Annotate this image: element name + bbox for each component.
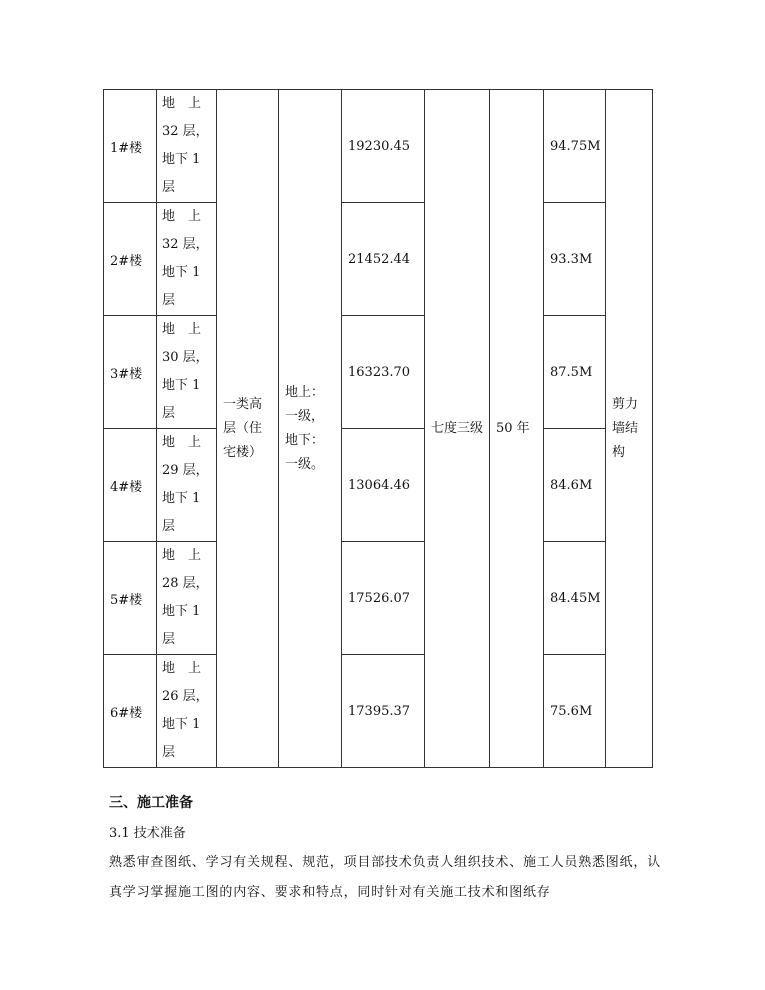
- floor-area: 19230.45: [342, 90, 425, 203]
- body-paragraph: 熟悉审查图纸、学习有关规程、规范，项目部技术负责人组织技术、施工人员熟悉图纸，认真学习掌握施工图的内容、要求和特点，同时针对有关施工技术和图纸存: [109, 855, 662, 900]
- section-subheading: 3.1 技术准备: [109, 826, 186, 841]
- building-name: 3#楼: [104, 316, 157, 429]
- floor-area: 21452.44: [342, 203, 425, 316]
- building-height: 87.5M: [544, 316, 606, 429]
- building-category: 一类高层（住宅楼）: [217, 90, 279, 768]
- floor-area: 16323.70: [342, 316, 425, 429]
- floor-area: 17526.07: [342, 542, 425, 655]
- table-row: [104, 655, 653, 768]
- table-row: [104, 90, 653, 203]
- structure-type: 剪力墙结构: [606, 90, 653, 768]
- floor-area: 13064.46: [342, 429, 425, 542]
- floors-cell: 地 上 29 层， 地下 1 层: [157, 429, 217, 542]
- seismic-grade: 七度三级: [425, 90, 490, 768]
- floors-cell: 地 上 28 层， 地下 1 层: [157, 542, 217, 655]
- floor-area: 17395.37: [342, 655, 425, 768]
- section-heading: 三、施工准备: [109, 795, 193, 811]
- building-height: 93.3M: [544, 203, 606, 316]
- floors-cell: 地 上 32 层， 地下 1 层: [157, 90, 217, 203]
- table-row: [104, 542, 653, 655]
- table-row: [104, 203, 653, 316]
- table-row: [104, 316, 653, 429]
- building-height: 84.45M: [544, 542, 606, 655]
- building-name: 1#楼: [104, 90, 157, 203]
- building-height: 84.6M: [544, 429, 606, 542]
- building-height: 75.6M: [544, 655, 606, 768]
- table-row: [104, 429, 653, 542]
- fire-rating: 地上：一级，地下：一级。: [279, 90, 342, 768]
- floors-cell: 地 上 26 层， 地下 1 层: [157, 655, 217, 768]
- floors-cell: 地 上 30 层， 地下 1 层: [157, 316, 217, 429]
- building-name: 6#楼: [104, 655, 157, 768]
- building-name: 4#楼: [104, 429, 157, 542]
- building-name: 5#楼: [104, 542, 157, 655]
- floors-cell: 地 上 32 层， 地下 1 层: [157, 203, 217, 316]
- service-life: 50 年: [490, 90, 544, 768]
- building-height: 94.75M: [544, 90, 606, 203]
- building-name: 2#楼: [104, 203, 157, 316]
- building-spec-table: [103, 89, 653, 768]
